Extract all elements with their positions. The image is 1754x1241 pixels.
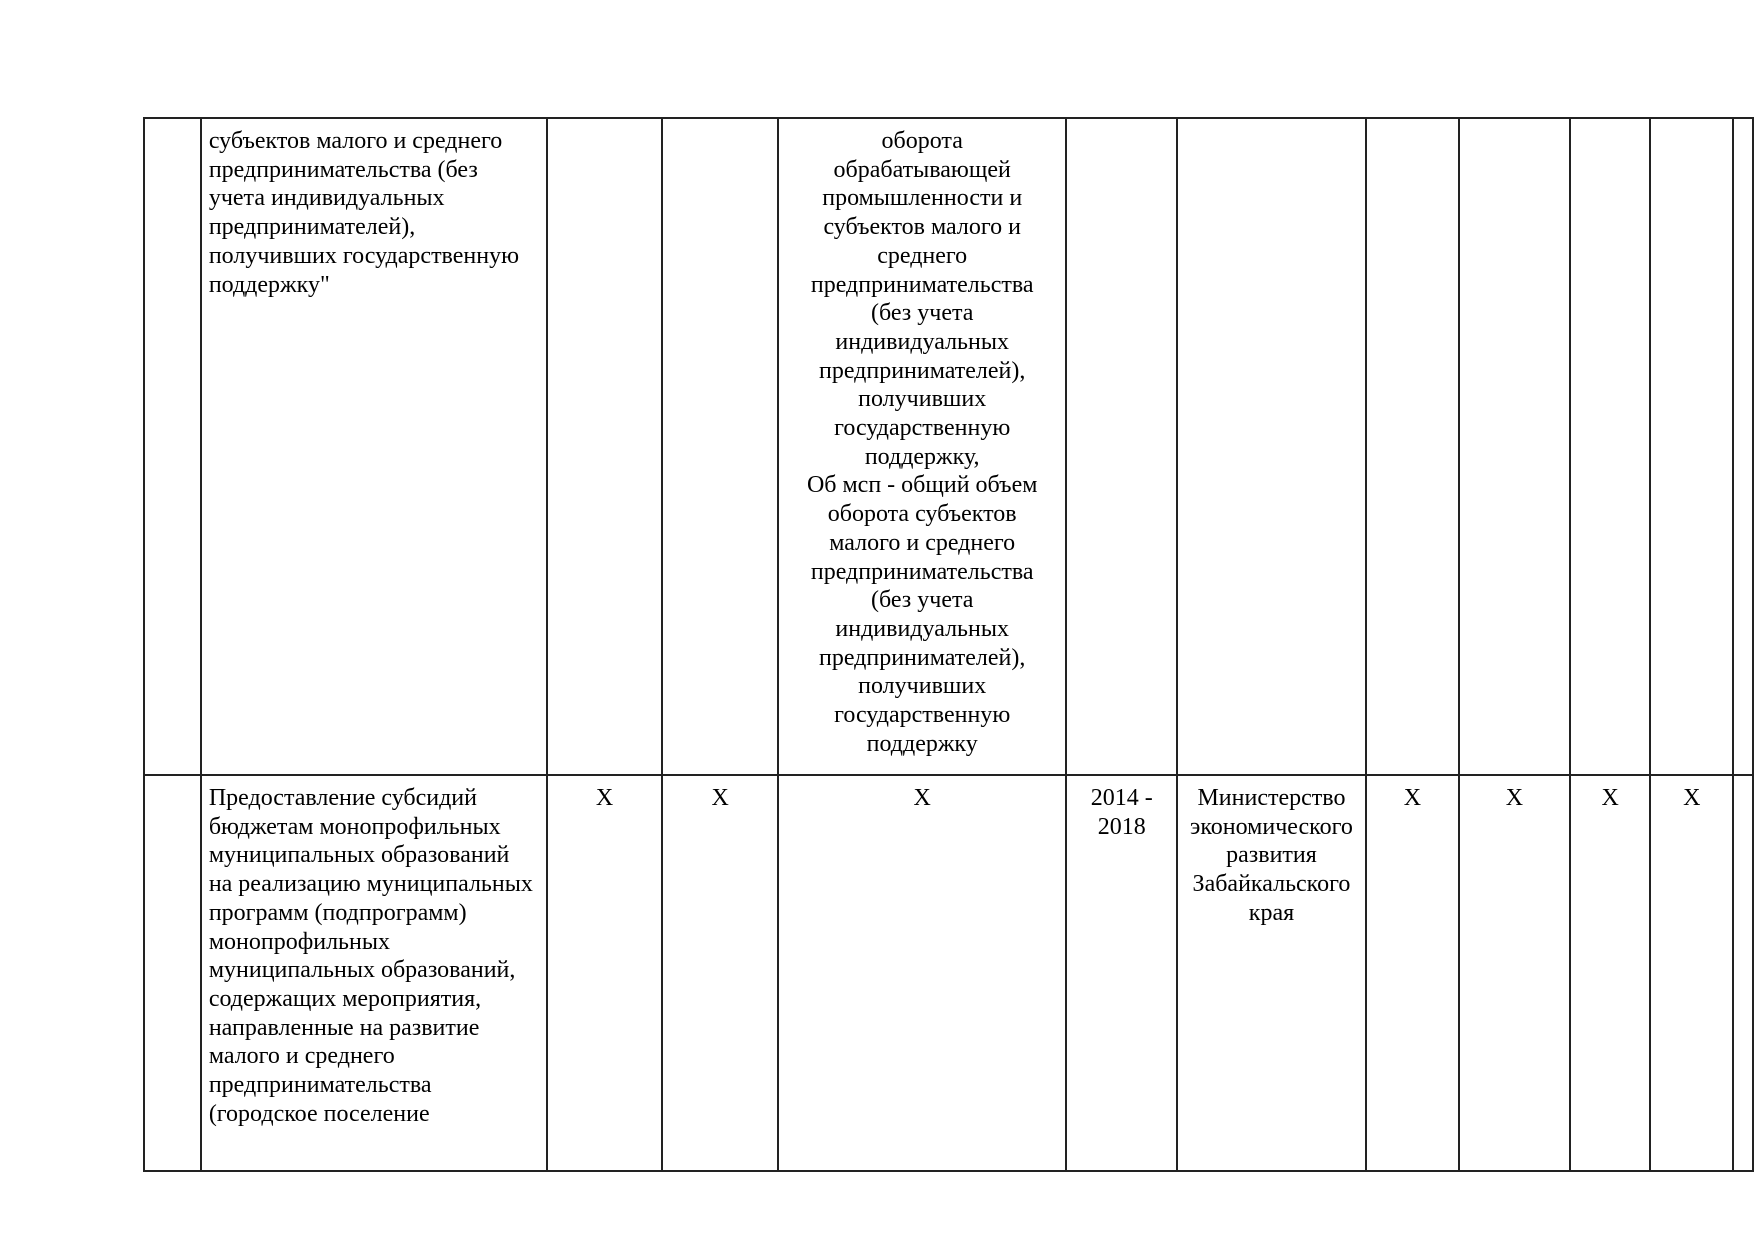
indicator-formula: оборота обрабатывающей промышленности и субъектов малого и среднего предпринимательства (без учета индивидуальных предпринимателей), получивших государственную поддержку, Об мсп - общий объем оборота субъектов малого и среднего предпринимательства (без учета индивидуальных предпринимателей), получивших государственную поддержку: [778, 118, 1067, 775]
executor: [1177, 118, 1366, 775]
table-row: [144, 118, 1753, 775]
period: 2014 - 2018: [1066, 775, 1177, 1171]
program-activities-table: [143, 117, 1754, 1172]
cell-cut: [1733, 775, 1753, 1171]
cell: [1650, 118, 1733, 775]
activity-name: Предоставление субсидий бюджетам монопрофильных муниципальных образований на реализацию муниципальных программ (подпрограмм) монопрофильных муниципальных образований, содержащих мероприятия, направленные на развитие малого и среднего предпринимательства (городское поселение: [201, 775, 547, 1171]
cell: X: [1366, 775, 1459, 1171]
table-row: [144, 775, 1753, 1171]
indicator-formula: X: [778, 775, 1067, 1171]
cell: [1366, 118, 1459, 775]
activity-name: субъектов малого и среднего предпринимательства (без учета индивидуальных предпринимателей), получивших государственную поддержку": [201, 118, 547, 775]
row-number: [144, 775, 201, 1171]
row-number: [144, 118, 201, 775]
period: [1066, 118, 1177, 775]
cell: X: [1459, 775, 1570, 1171]
cell: X: [1570, 775, 1651, 1171]
cell: [662, 118, 778, 775]
cell: [547, 118, 663, 775]
cell: X: [662, 775, 778, 1171]
cell: X: [1650, 775, 1733, 1171]
cell: [1570, 118, 1651, 775]
executor: Министерство экономического развития Забайкальского края: [1177, 775, 1366, 1171]
cell-cut: [1733, 118, 1753, 775]
cell: X: [547, 775, 663, 1171]
cell: [1459, 118, 1570, 775]
